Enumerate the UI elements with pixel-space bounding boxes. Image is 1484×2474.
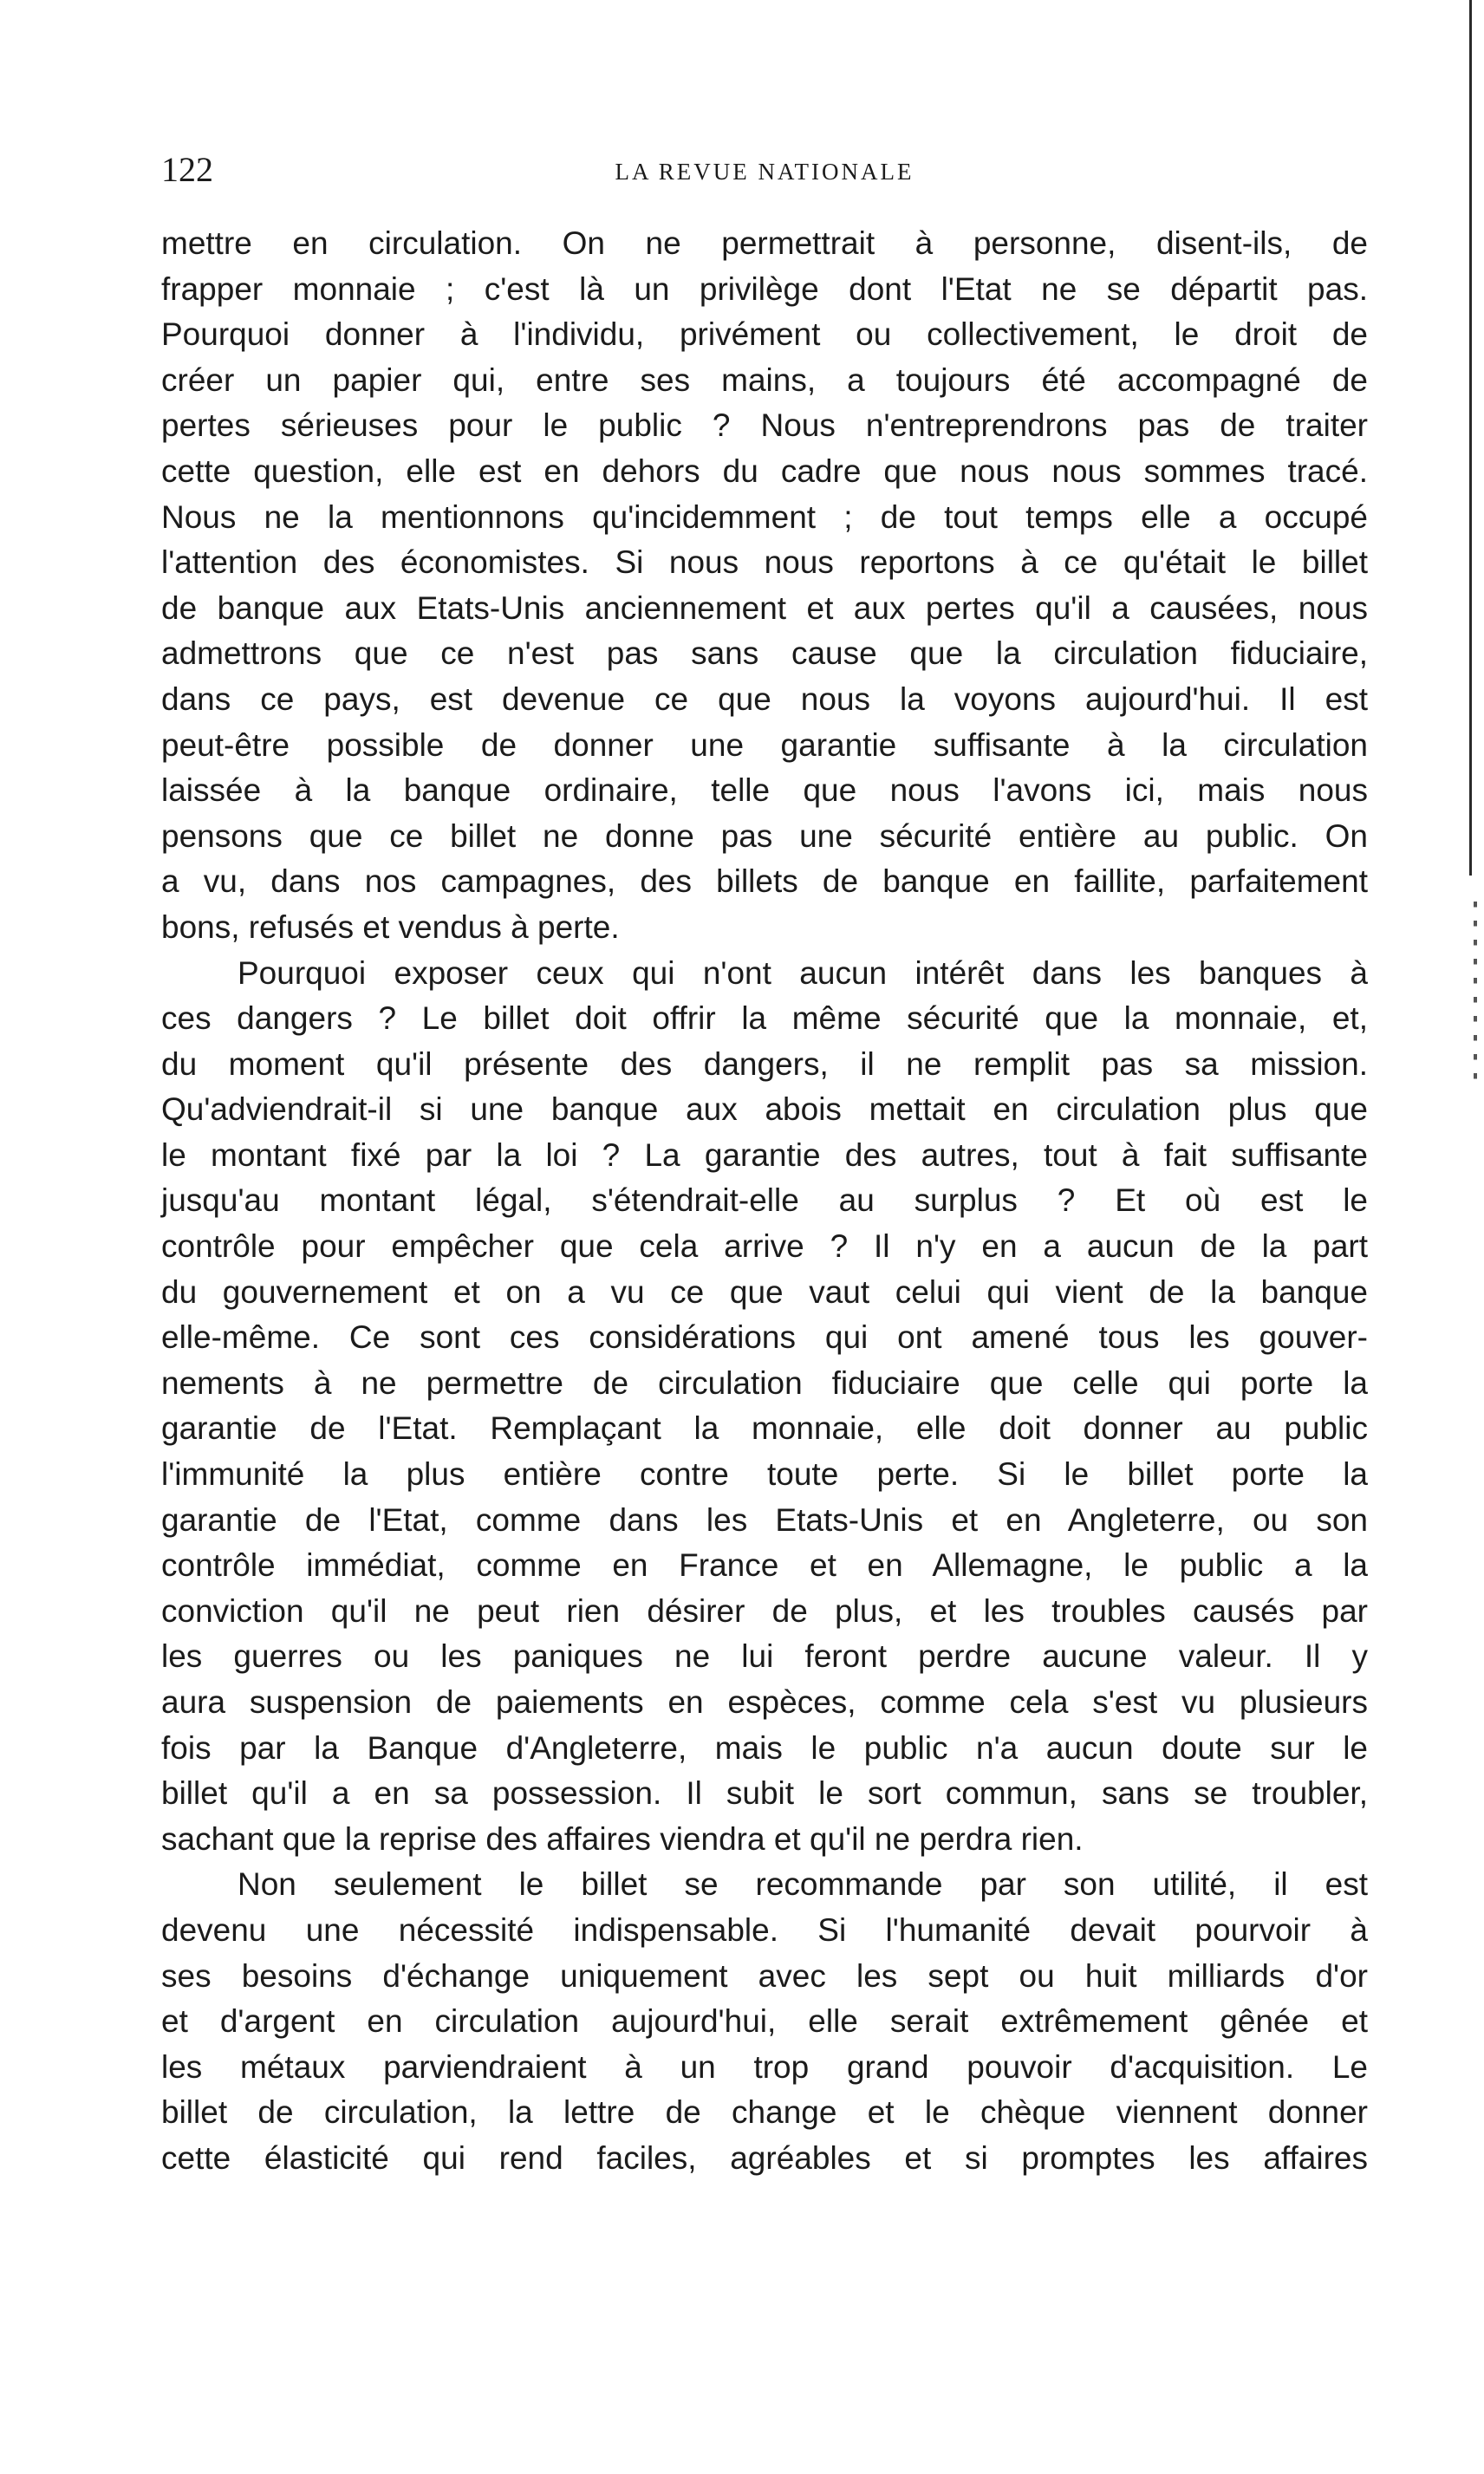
text-line: conviction qu'il ne peut rien désirer de plus, et les troubles causés par bbox=[161, 1592, 1368, 1629]
text-line: nements à ne permettre de circulation fiduciaire que celle qui porte la bbox=[161, 1364, 1368, 1401]
text-line: Non seulement le billet se recommande par son utilité, il est bbox=[238, 1866, 1368, 1903]
text-line: elle-même. Ce sont ces considérations qui ont amené tous les gouver- bbox=[161, 1319, 1368, 1356]
text-line: admettrons que ce n'est pas sans cause que la circulation fiduciaire, bbox=[161, 635, 1368, 672]
text-line: aura suspension de paiements en espèces, comme cela s'est vu plusieurs bbox=[161, 1684, 1368, 1720]
text-line: cette question, elle est en dehors du cadre que nous nous sommes tracé. bbox=[161, 452, 1368, 489]
text-line: mettre en circulation. On ne permettrait à personne, disent-ils, de bbox=[161, 225, 1368, 261]
page-number: 122 bbox=[161, 150, 213, 189]
text-line: garantie de l'Etat. Remplaçant la monnaie, elle doit donner au public bbox=[161, 1410, 1368, 1447]
text-line: fois par la Banque d'Angleterre, mais le public n'a aucun doute sur le bbox=[161, 1729, 1368, 1766]
body-text bbox=[161, 221, 1368, 2182]
text-line: les métaux parviendraient à un trop grand pouvoir d'acquisition. Le bbox=[161, 2048, 1368, 2085]
text-line: laissée à la banque ordinaire, telle que nous l'avons ici, mais nous bbox=[161, 772, 1368, 809]
text-line: l'attention des économistes. Si nous nous reportons à ce qu'était le billet bbox=[161, 544, 1368, 581]
text-line: ces dangers ? Le billet doit offrir la même sécurité que la monnaie, et, bbox=[161, 1000, 1368, 1037]
text-line: pensons que ce billet ne donne pas une sécurité entière au public. On bbox=[161, 817, 1368, 854]
text-line: devenu une nécessité indispensable. Si l'humanité devait pourvoir à bbox=[161, 1911, 1368, 1948]
text-line: du moment qu'il présente des dangers, il ne remplit pas sa mission. bbox=[161, 1045, 1368, 1082]
text-line: du gouvernement et on a vu ce que vaut celui qui vient de la banque bbox=[161, 1273, 1368, 1310]
page-edge-marks bbox=[1474, 902, 1479, 1092]
text-line: billet de circulation, la lettre de change et le chèque viennent donner bbox=[161, 2094, 1368, 2131]
text-line: créer un papier qui, entre ses mains, a toujours été accompagné de bbox=[161, 361, 1368, 398]
text-line: Nous ne la mentionnons qu'incidemment ; de tout temps elle a occupé bbox=[161, 498, 1368, 535]
text-line: pertes sérieuses pour le public ? Nous n'entreprendrons pas de traiter bbox=[161, 407, 1368, 444]
text-line: Pourquoi exposer ceux qui n'ont aucun intérêt dans les banques à bbox=[238, 954, 1368, 991]
text-line: peut-être possible de donner une garantie suffisante à la circulation bbox=[161, 726, 1368, 763]
text-line: l'immunité la plus entière contre toute perte. Si le billet porte la bbox=[161, 1456, 1368, 1493]
text-line: le montant fixé par la loi ? La garantie des autres, tout à fait suffisante bbox=[161, 1136, 1368, 1173]
text-line: garantie de l'Etat, comme dans les Etats-Unis et en Angleterre, ou son bbox=[161, 1501, 1368, 1538]
text-line: contrôle pour empêcher que cela arrive ? Il n'y en a aucun de la part bbox=[161, 1228, 1368, 1265]
running-title: LA REVUE NATIONALE bbox=[615, 159, 914, 185]
text-line: les guerres ou les paniques ne lui feront perdre aucune valeur. Il y bbox=[161, 1638, 1368, 1675]
text-line: frapper monnaie ; c'est là un privilège dont l'Etat ne se départit pas. bbox=[161, 270, 1368, 307]
text-line: jusqu'au montant légal, s'étendrait-elle au surplus ? Et où est le bbox=[161, 1182, 1368, 1219]
text-line: a vu, dans nos campagnes, des billets de banque en faillite, parfaitement bbox=[161, 863, 1368, 900]
text-line: contrôle immédiat, comme en France et en Allemagne, le public a la bbox=[161, 1547, 1368, 1584]
text-line: Qu'adviendrait-il si une banque aux abois mettait en circulation plus que bbox=[161, 1091, 1368, 1128]
text-line: ses besoins d'échange uniquement avec les sept ou huit milliards d'or bbox=[161, 1957, 1368, 1994]
page-header bbox=[161, 144, 1368, 196]
page-edge-line bbox=[1469, 0, 1472, 876]
text-line: cette élasticité qui rend faciles, agréables et si promptes les affaires bbox=[161, 2139, 1368, 2176]
text-line: sachant que la reprise des affaires viendra et qu'il ne perdra rien. bbox=[161, 1820, 1084, 1857]
text-line: bons, refusés et vendus à perte. bbox=[161, 908, 620, 945]
text-line: billet qu'il a en sa possession. Il subit le sort commun, sans se troubler, bbox=[161, 1775, 1368, 1812]
text-line: de banque aux Etats-Unis anciennement et aux pertes qu'il a causées, nous bbox=[161, 589, 1368, 626]
text-line: et d'argent en circulation aujourd'hui, elle serait extrêmement gênée et bbox=[161, 2003, 1368, 2040]
text-line: dans ce pays, est devenue ce que nous la voyons aujourd'hui. Il est bbox=[161, 680, 1368, 717]
text-line: Pourquoi donner à l'individu, privément ou collectivement, le droit de bbox=[161, 316, 1368, 353]
